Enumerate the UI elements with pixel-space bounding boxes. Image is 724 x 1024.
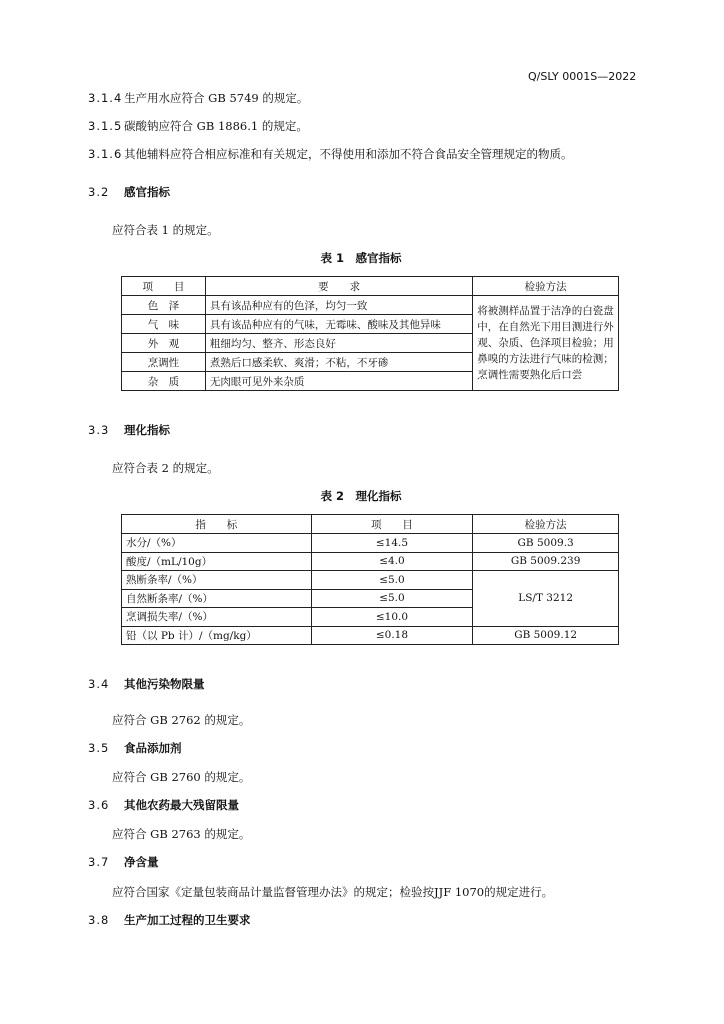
section-number: 3.3 — [88, 423, 110, 437]
clause-3-1-6 — [88, 146, 573, 162]
table-header-cell: 要 求 — [205, 277, 472, 296]
section-heading-3-7 — [88, 854, 159, 870]
clause-text: 生产用水应符合 GB 5749 的规定。 — [124, 91, 309, 105]
table-cell: 气 味 — [122, 315, 206, 334]
table-header-cell: 项 目 — [311, 515, 473, 534]
table-cell: 煮熟后口感柔软、爽滑；不粘，不牙碜 — [205, 353, 472, 372]
table2-caption: 表 2 理化指标 — [320, 489, 402, 503]
table-cell: ≤4.0 — [311, 552, 473, 571]
section-heading-3-6 — [88, 797, 239, 813]
document-code: Q/SLY 0001S—2022 — [528, 70, 637, 83]
table-row — [122, 534, 619, 553]
section-number: 3.2 — [88, 185, 110, 199]
table-cell: ≤0.18 — [311, 626, 473, 645]
table-cell: 自然断条率/（%） — [122, 589, 312, 608]
table-cell: 具有该品种应有的色泽，均匀一致 — [205, 296, 472, 315]
section-paragraph: 应符合表 1 的规定。 — [112, 223, 219, 237]
table-cell: 酸度/（mL/10g） — [122, 552, 312, 571]
section-title: 生产加工过程的卫生要求 — [124, 913, 251, 927]
table-cell: ≤14.5 — [311, 534, 473, 553]
section-title: 食品添加剂 — [124, 741, 182, 755]
table-cell: 水分/（%） — [122, 534, 312, 553]
table-cell: GB 5009.239 — [473, 552, 619, 571]
table-cell: GB 5009.3 — [473, 534, 619, 553]
table-cell: 铅（以 Pb 计）/（mg/kg） — [122, 626, 312, 645]
table-row — [122, 296, 619, 315]
sensory-table — [121, 276, 619, 391]
table-cell: 烹调性 — [122, 353, 206, 372]
section-heading-3-8 — [88, 912, 251, 928]
table-row — [122, 552, 619, 571]
section-paragraph: 应符合国家《定量包装商品计量监督管理办法》的规定；检验按JJF 1070的规定进行。 — [112, 885, 554, 899]
section-number: 3.8 — [88, 913, 110, 927]
section-number: 3.4 — [88, 677, 110, 691]
section-paragraph: 应符合 GB 2762 的规定。 — [112, 713, 251, 727]
table-cell: 具有该品种应有的气味，无霉味、酸味及其他异味 — [205, 315, 472, 334]
table-cell: 无肉眼可见外来杂质 — [205, 372, 472, 391]
table-cell: ≤5.0 — [311, 589, 473, 608]
table-header-cell: 项 目 — [122, 277, 206, 296]
section-heading-3-4 — [88, 676, 205, 692]
merged-method-cell: LS/T 3212 — [473, 571, 619, 627]
table-header-row — [122, 515, 619, 534]
section-number: 3.5 — [88, 741, 110, 755]
section-paragraph: 应符合表 2 的规定。 — [112, 461, 219, 475]
section-heading-3-2 — [88, 184, 170, 200]
section-heading-3-5 — [88, 740, 182, 756]
section-paragraph: 应符合 GB 2763 的规定。 — [112, 827, 251, 841]
clause-text: 其他辅料应符合相应标准和有关规定，不得使用和添加不符合食品安全管理规定的物质。 — [124, 147, 573, 161]
table-cell: ≤10.0 — [311, 608, 473, 627]
section-heading-3-3 — [88, 422, 170, 438]
clause-number: 3.1.4 — [88, 91, 123, 105]
table-cell: 色 泽 — [122, 296, 206, 315]
section-number: 3.6 — [88, 798, 110, 812]
table-cell: GB 5009.12 — [473, 626, 619, 645]
table-header-cell: 指 标 — [122, 515, 312, 534]
section-number: 3.7 — [88, 855, 110, 869]
table-cell: 外 观 — [122, 334, 206, 353]
clause-number: 3.1.5 — [88, 119, 123, 133]
section-paragraph: 应符合 GB 2760 的规定。 — [112, 770, 251, 784]
table-cell: 烹调损失率/（%） — [122, 608, 312, 627]
table-cell: 熟断条率/（%） — [122, 571, 312, 590]
test-method-cell: 将被测样品置于洁净的白瓷盘中，在自然光下用目测进行外观、杂质、色泽项目检验；用鼻嗅的方法进行气味的检测；烹调性需要熟化后口尝 — [473, 296, 619, 391]
clause-3-1-4 — [88, 90, 308, 106]
section-title: 感官指标 — [124, 185, 170, 199]
table-row — [122, 626, 619, 645]
table-row — [122, 571, 619, 590]
table-header-cell: 检验方法 — [473, 277, 619, 296]
clause-3-1-5 — [88, 118, 308, 134]
section-title: 净含量 — [124, 855, 159, 869]
clause-number: 3.1.6 — [88, 147, 123, 161]
table1-caption: 表 1 感官指标 — [320, 251, 402, 265]
table-cell: 粗细均匀、整齐、形态良好 — [205, 334, 472, 353]
table-header-cell: 检验方法 — [473, 515, 619, 534]
section-title: 理化指标 — [124, 423, 170, 437]
table-cell: ≤5.0 — [311, 571, 473, 590]
physicochemical-table — [121, 514, 619, 645]
table-header-row — [122, 277, 619, 296]
clause-text: 碳酸钠应符合 GB 1886.1 的规定。 — [124, 119, 308, 133]
section-title: 其他污染物限量 — [124, 677, 205, 691]
table-cell: 杂 质 — [122, 372, 206, 391]
section-title: 其他农药最大残留限量 — [124, 798, 239, 812]
